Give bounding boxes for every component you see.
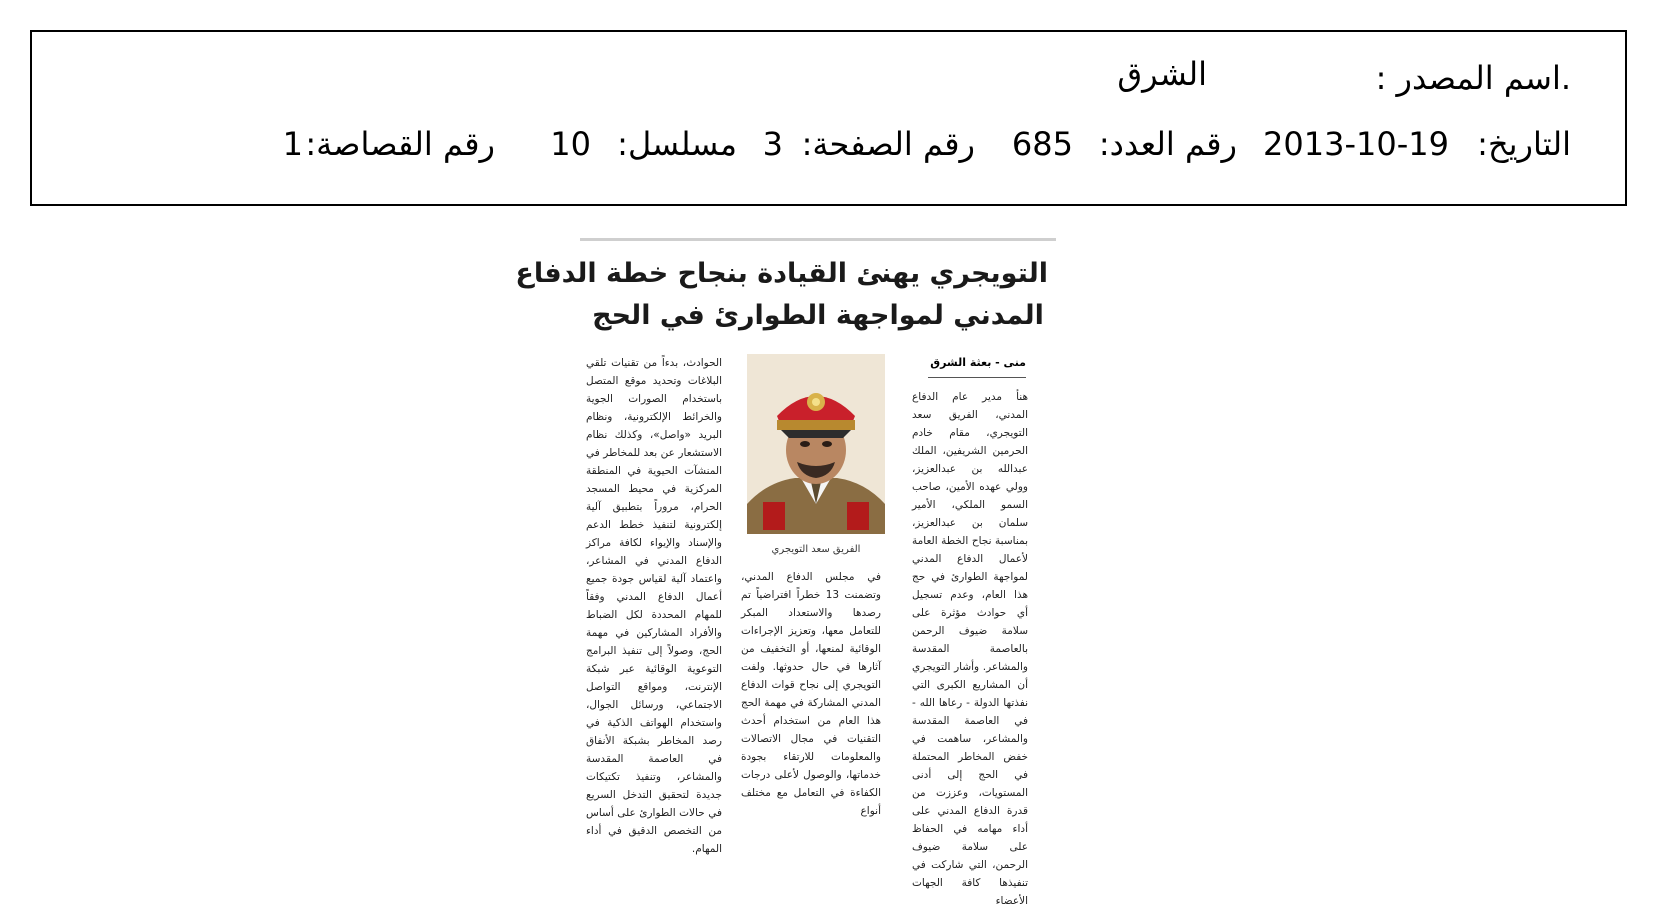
source-label: .اسم المصدر : — [1375, 59, 1571, 97]
issue-value: 685 — [1011, 125, 1073, 163]
article-column-middle: في مجلس الدفاع المدني، وتضمنت 13 خطراً افتراضياً تم رصدها والاستعداد المبكر للتعامل معها، وتعزيز الإجراءات الوقائية لمنعها، أو التخفيف من آثارها في حال حدوثها. ولفت التويجري إلى نجاح قوات الدفاع المدني المشاركة في مهمة الحج هذا العام من استخدام أحدث التقنيات في مجال الاتصالات والمعلومات للارتقاء بجودة خدماتها، والوصول لأعلى درجات الكفاءة في التعامل مع مختلف أنواع — [741, 571, 881, 817]
source-value: الشرق — [1117, 55, 1207, 93]
clipping-header-box — [30, 30, 1627, 206]
headline-line-2: المدني لمواجهة الطوارئ في الحج — [592, 300, 1044, 331]
serial-value: 10 — [550, 125, 591, 163]
portrait-photo — [747, 354, 885, 534]
clip-number-value: 1 — [282, 125, 303, 163]
newspaper-clipping — [515, 238, 1056, 907]
serial-label: مسلسل: — [617, 125, 737, 163]
date-value: 2013-10-19 — [1263, 125, 1449, 163]
byline: منى - بعثة الشرق — [928, 356, 1026, 378]
article-column-left: الحوادث، بدءاً من تقنيات تلقي البلاغات وتحديد موقع المتصل باستخدام الصورات الجوية والخرائط الإلكترونية، ونظام البريد «واصل»، وكذلك نظام الاستشعار عن بعد للمخاطر في المنشآت الحيوية في المنطقة المركزية في محيط المسجد الحرام، مروراً بتطبيق آلية إلكترونية لتنفيذ خطط الدعم والإسناد والإيواء لكافة مراكز الدفاع المدني في المشاعر، واعتماد آلية لقياس جودة جميع أعمال الدفاع المدني وفقاً للمهام المحددة لكل الضباط والأفراد المشاركين في مهمة الحج، وصولاً إلى تنفيذ البرامج التوعوية الوقائية عبر شبكة الإنترنت، ومواقع التواصل الاجتماعي، ورسائل الجوال، واستخدام الهواتف الذكية في رصد المخاطر بشبكة الأنفاق في العاصمة المقدسة والمشاعر، وتنفيذ تكتيكات جديدة لتحقيق التدخل السريع في حالات الطوارئ على أساس من التخصص الدقيق في أداء المهام. — [586, 357, 722, 855]
headline-line-1: التويجري يهنئ القيادة بنجاح خطة الدفاع — [515, 258, 1048, 289]
photo-caption: الفريق سعد التويجري — [771, 544, 861, 555]
date-label: التاريخ: — [1477, 125, 1571, 163]
page-label: رقم الصفحة: — [801, 125, 975, 163]
page-value: 3 — [762, 125, 783, 163]
article-column-right: هنأ مدير عام الدفاع المدني، الفريق سعد التويجري، مقام خادم الحرمين الشريفين، الملك عبدالله بن عبدالعزيز، وولي عهده الأمين، صاحب السمو الملكي، الأمير سلمان بن عبدالعزيز، بمناسبة نجاح الخطة العامة لأعمال الدفاع المدني لمواجهة الطوارئ في حج هذا العام، وعدم تسجيل أي حوادث مؤثرة على سلامة ضيوف الرحمن بالعاصمة المقدسة والمشاعر. وأشار التويجري أن المشاريع الكبرى التي نفذتها الدولة - رعاها الله - في العاصمة المقدسة والمشاعر، ساهمت في خفض المخاطر المحتملة في الحج إلى أدنى المستويات، وعززت من قدرة الدفاع المدني على أداء مهامه في الحفاظ على سلامة ضيوف الرحمن، التي شاركت في تنفيذها كافة الجهات الأعضاء — [912, 391, 1028, 907]
clipping-top-rule — [580, 238, 1056, 241]
clip-number-label: رقم القصاصة: — [305, 125, 495, 163]
issue-label: رقم العدد: — [1098, 125, 1237, 163]
